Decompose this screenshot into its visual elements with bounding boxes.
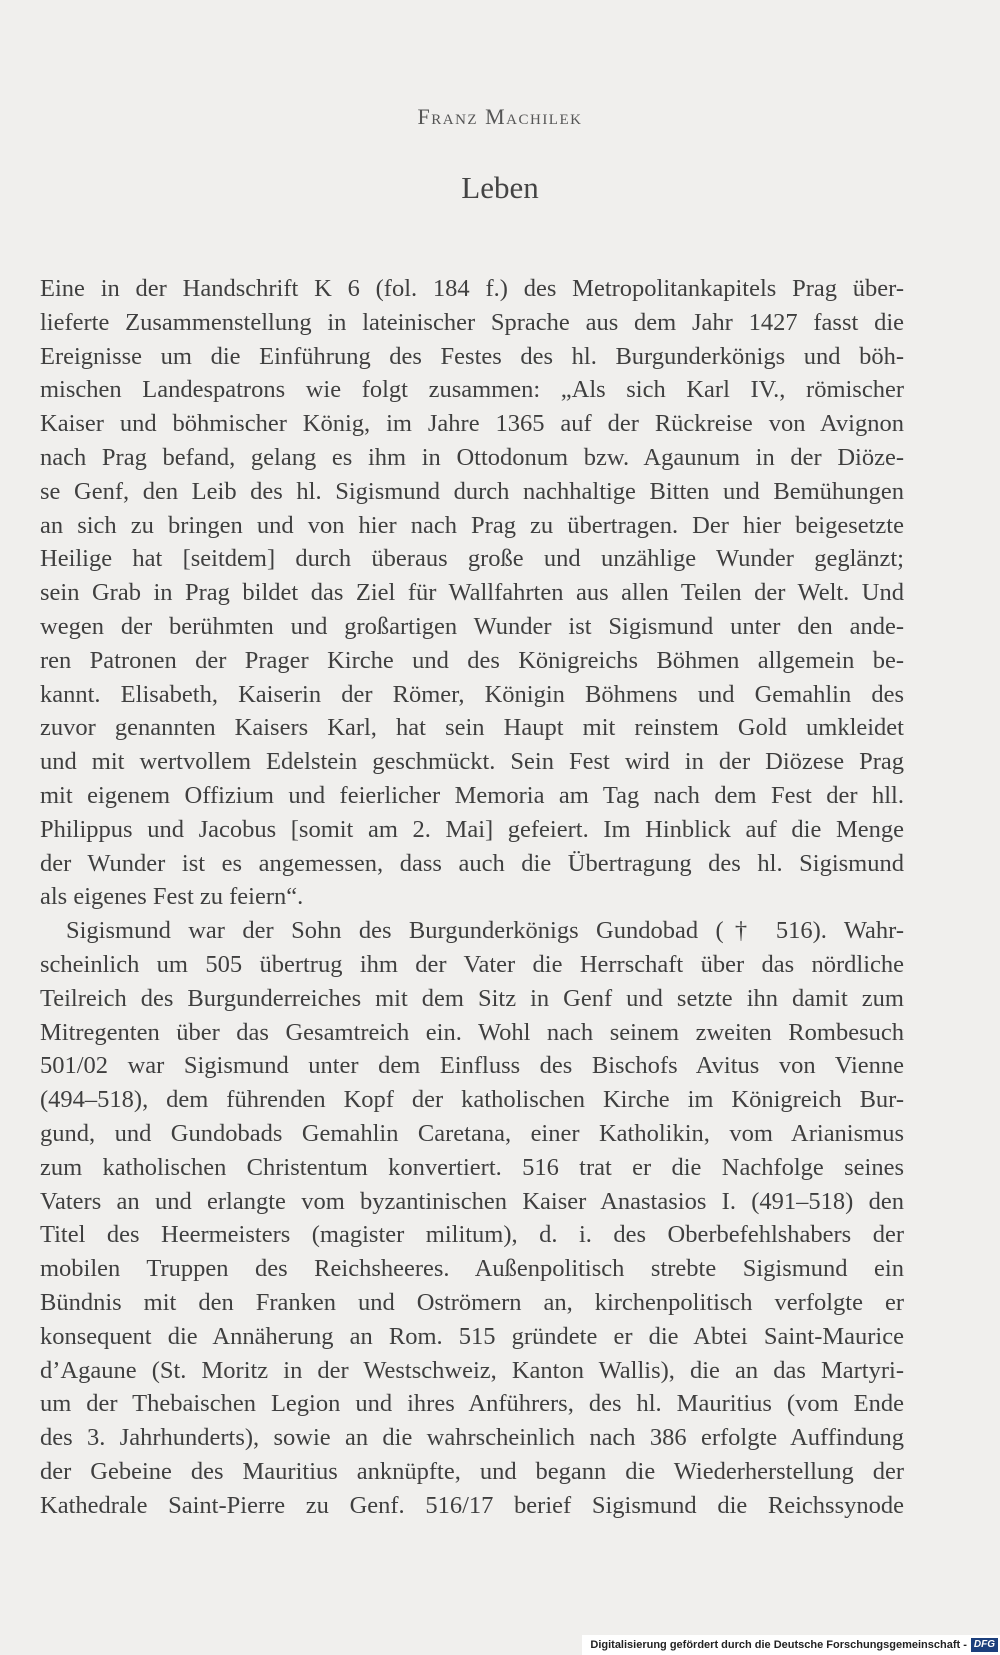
- text-line: ren Patronen der Prager Kirche und des Königreichs Böhmen allgemein be-: [40, 646, 904, 674]
- text-line: des 3. Jahrhunderts), sowie an die wahrscheinlich nach 386 erfolgte Auffindung: [40, 1424, 904, 1452]
- text-line: scheinlich um 505 übertrug ihm der Vater die Herrschaft über das nördliche: [40, 950, 904, 978]
- text-line: Teilreich des Burgunderreiches mit dem Sitz in Genf und setzte ihn damit zum: [40, 984, 904, 1012]
- text-line: nach Prag befand, gelang es ihm in Ottodonum bzw. Agaunum in der Diöze-: [40, 443, 904, 471]
- text-line: sein Grab in Prag bildet das Ziel für Wallfahrten aus allen Teilen der Welt. Und: [40, 579, 904, 607]
- text-line: wegen der berühmten und großartigen Wunder ist Sigismund unter den ande-: [40, 612, 904, 640]
- text-line: se Genf, den Leib des hl. Sigismund durch nachhaltige Bitten und Bemühungen: [40, 477, 904, 505]
- text-line: d’Agaune (St. Moritz in der Westschweiz, Kanton Wallis), die an das Martyri-: [40, 1356, 904, 1384]
- text-line: um der Thebaischen Legion und ihres Anführers, des hl. Mauritius (vom Ende: [40, 1390, 904, 1418]
- text-line: gund, und Gundobads Gemahlin Caretana, einer Katholikin, vom Arianismus: [40, 1119, 904, 1147]
- text-line: Ereignisse um die Einführung des Festes des hl. Burgunderkönigs und böh-: [40, 342, 904, 370]
- text-line: Heilige hat [seitdem] durch überaus große und unzählige Wunder geglänzt;: [40, 545, 904, 573]
- text-line: mischen Landespatrons wie folgt zusammen: „Als sich Karl IV., römischer: [40, 376, 904, 404]
- digitization-footer: [582, 1635, 1000, 1655]
- text-line: zum katholischen Christentum konvertiert. 516 trat er die Nachfolge seines: [40, 1153, 904, 1181]
- text-line: konsequent die Annäherung an Rom. 515 gründete er die Abtei Saint-Maurice: [40, 1322, 904, 1350]
- text-line: Eine in der Handschrift K 6 (fol. 184 f.) des Metropolitankapitels Prag über-: [40, 275, 904, 302]
- text-line: und mit wertvollem Edelstein geschmückt. Sein Fest wird in der Diözese Prag: [40, 748, 904, 776]
- dfg-logo-icon: DFG: [971, 1638, 998, 1652]
- text-line: Philippus und Jacobus [somit am 2. Mai] gefeiert. Im Hinblick auf die Menge: [40, 815, 904, 843]
- text-line: der Wunder ist es angemessen, dass auch die Übertragung des hl. Sigismund: [40, 849, 904, 877]
- text-line: 501/02 war Sigismund unter dem Einfluss des Bischofs Avitus von Vienne: [40, 1052, 904, 1080]
- text-line: Kathedrale Saint-Pierre zu Genf. 516/17 berief Sigismund die Reichssynode: [40, 1491, 904, 1519]
- text-line: Mitregenten über das Gesamtreich ein. Wohl nach seinem zweiten Rombesuch: [40, 1018, 904, 1046]
- text-line: mit eigenem Offizium und feierlicher Memoria am Tag nach dem Fest der hll.: [40, 781, 904, 809]
- text-line: der Gebeine des Mauritius anknüpfte, und begann die Wiederherstellung der: [40, 1457, 904, 1485]
- text-line: Vaters an und erlangte vom byzantinischen Kaiser Anastasios I. (491–518) den: [40, 1187, 904, 1215]
- footer-credit-text: Digitalisierung gefördert durch die Deutsche Forschungsgemeinschaft -: [590, 1639, 967, 1651]
- text-line: Titel des Heermeisters (magister militum), d. i. des Oberbefehlshabers der: [40, 1221, 904, 1249]
- text-line: (494–518), dem führenden Kopf der katholischen Kirche im Königreich Bur-: [40, 1086, 904, 1114]
- body-text: [40, 272, 904, 1522]
- text-line: mobilen Truppen des Reichsheeres. Außenpolitisch strebte Sigismund ein: [40, 1255, 904, 1283]
- author-name: Franz Machilek: [417, 104, 583, 129]
- chapter-title: Leben: [461, 170, 539, 205]
- text-line: Bündnis mit den Franken und Oströmern an, kirchenpolitisch verfolgte er: [40, 1288, 904, 1316]
- text-line: als eigenes Fest zu feiern“.: [40, 883, 304, 911]
- text-line: Kaiser und böhmischer König, im Jahre 1365 auf der Rückreise von Avignon: [40, 410, 904, 438]
- text-line: zuvor genannten Kaisers Karl, hat sein Haupt mit reinstem Gold umkleidet: [40, 714, 904, 742]
- text-line: Sigismund war der Sohn des Burgunderkönigs Gundobad († 516). Wahr-: [66, 917, 904, 945]
- text-line: kannt. Elisabeth, Kaiserin der Römer, Königin Böhmens und Gemahlin des: [40, 680, 904, 708]
- text-line: lieferte Zusammenstellung in lateinischer Sprache aus dem Jahr 1427 fasst die: [40, 308, 904, 336]
- text-line: an sich zu bringen und von hier nach Prag zu übertragen. Der hier beigesetzte: [40, 511, 904, 539]
